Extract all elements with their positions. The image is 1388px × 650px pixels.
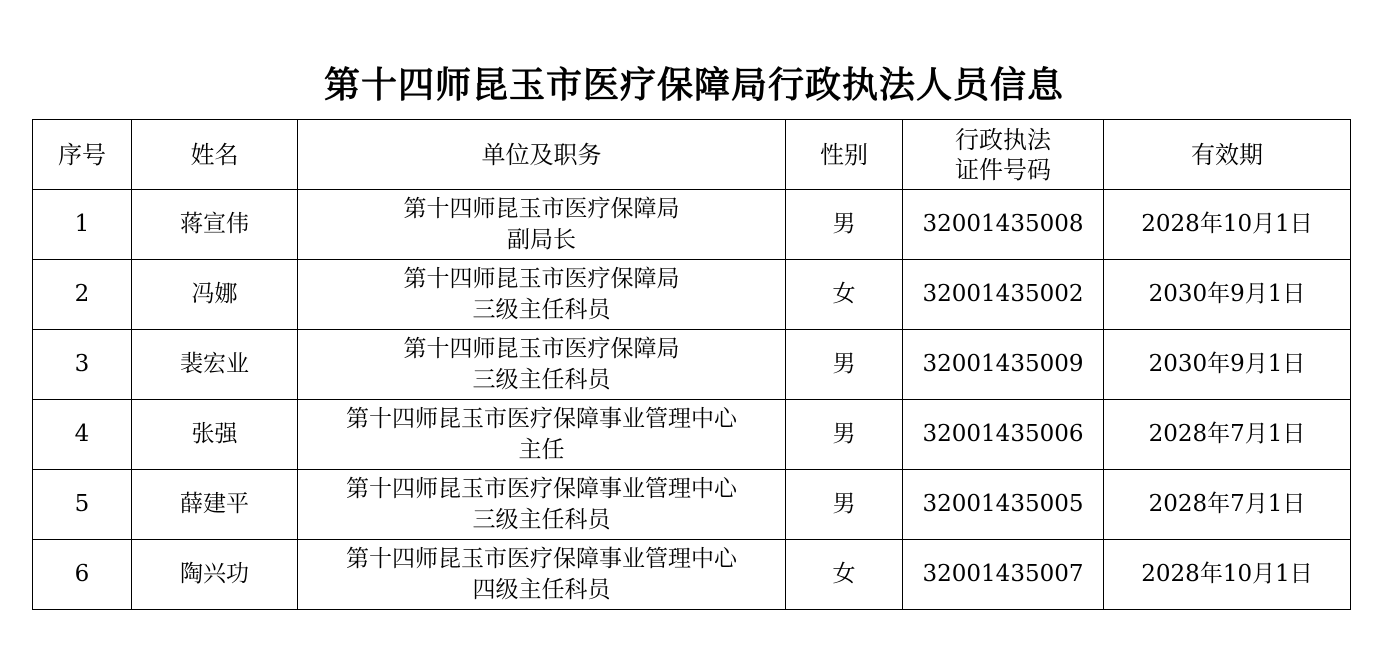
cell-unit-position xyxy=(298,260,786,330)
header-index: 序号 xyxy=(33,120,132,190)
cell-gender: 男 xyxy=(786,470,903,540)
page-title: 第十四师昆玉市医疗保障局行政执法人员信息 xyxy=(323,64,1064,106)
cell-index: 5 xyxy=(33,470,132,540)
table-row xyxy=(33,260,1351,330)
cell-position: 主任 xyxy=(518,436,565,463)
cell-unit: 第十四师昆玉市医疗保障局 xyxy=(403,195,680,222)
cell-index: 6 xyxy=(33,540,132,610)
cell-name: 薛建平 xyxy=(132,470,298,540)
table-row xyxy=(33,190,1351,260)
cell-unit: 第十四师昆玉市医疗保障事业管理中心 xyxy=(346,545,737,572)
cell-gender: 女 xyxy=(786,540,903,610)
cell-gender: 女 xyxy=(786,260,903,330)
cell-cert-number: 32001435002 xyxy=(903,260,1104,330)
cell-position: 副局长 xyxy=(507,226,576,253)
cell-cert-number: 32001435006 xyxy=(903,400,1104,470)
cell-index: 3 xyxy=(33,330,132,400)
cell-validity: 2028年10月1日 xyxy=(1104,190,1351,260)
cell-cert-number: 32001435007 xyxy=(903,540,1104,610)
cell-position: 三级主任科员 xyxy=(472,506,611,533)
cell-unit-position xyxy=(298,470,786,540)
cell-cert-number: 32001435009 xyxy=(903,330,1104,400)
cell-unit-position xyxy=(298,330,786,400)
personnel-table xyxy=(32,119,1351,610)
table-row xyxy=(33,400,1351,470)
cell-name: 陶兴功 xyxy=(132,540,298,610)
cell-gender: 男 xyxy=(786,330,903,400)
header-name: 姓名 xyxy=(132,120,298,190)
cell-validity: 2030年9月1日 xyxy=(1104,260,1351,330)
cell-unit-position xyxy=(298,540,786,610)
cell-unit-position xyxy=(298,400,786,470)
header-unit-position: 单位及职务 xyxy=(298,120,786,190)
cell-cert-number: 32001435005 xyxy=(903,470,1104,540)
header-gender: 性别 xyxy=(786,120,903,190)
header-cert-number xyxy=(903,120,1104,190)
cell-gender: 男 xyxy=(786,190,903,260)
header-cert-line2: 证件号码 xyxy=(955,155,1051,184)
cell-index: 1 xyxy=(33,190,132,260)
cell-unit: 第十四师昆玉市医疗保障局 xyxy=(403,335,680,362)
cell-index: 2 xyxy=(33,260,132,330)
cell-validity: 2028年10月1日 xyxy=(1104,540,1351,610)
header-cert-line1: 行政执法 xyxy=(955,125,1051,154)
table-row xyxy=(33,540,1351,610)
cell-name: 蒋宣伟 xyxy=(132,190,298,260)
cell-unit: 第十四师昆玉市医疗保障事业管理中心 xyxy=(346,475,737,502)
cell-index: 4 xyxy=(33,400,132,470)
table-row xyxy=(33,330,1351,400)
cell-validity: 2028年7月1日 xyxy=(1104,470,1351,540)
cell-position: 四级主任科员 xyxy=(472,576,611,603)
cell-name: 冯娜 xyxy=(132,260,298,330)
table-row xyxy=(33,470,1351,540)
table-header-row xyxy=(33,120,1351,190)
cell-validity: 2028年7月1日 xyxy=(1104,400,1351,470)
cell-cert-number: 32001435008 xyxy=(903,190,1104,260)
cell-unit: 第十四师昆玉市医疗保障事业管理中心 xyxy=(346,405,737,432)
cell-validity: 2030年9月1日 xyxy=(1104,330,1351,400)
cell-unit-position xyxy=(298,190,786,260)
cell-unit: 第十四师昆玉市医疗保障局 xyxy=(403,265,680,292)
cell-position: 三级主任科员 xyxy=(472,296,611,323)
cell-gender: 男 xyxy=(786,400,903,470)
cell-name: 张强 xyxy=(132,400,298,470)
header-validity: 有效期 xyxy=(1104,120,1351,190)
cell-name: 裴宏业 xyxy=(132,330,298,400)
cell-position: 三级主任科员 xyxy=(472,366,611,393)
